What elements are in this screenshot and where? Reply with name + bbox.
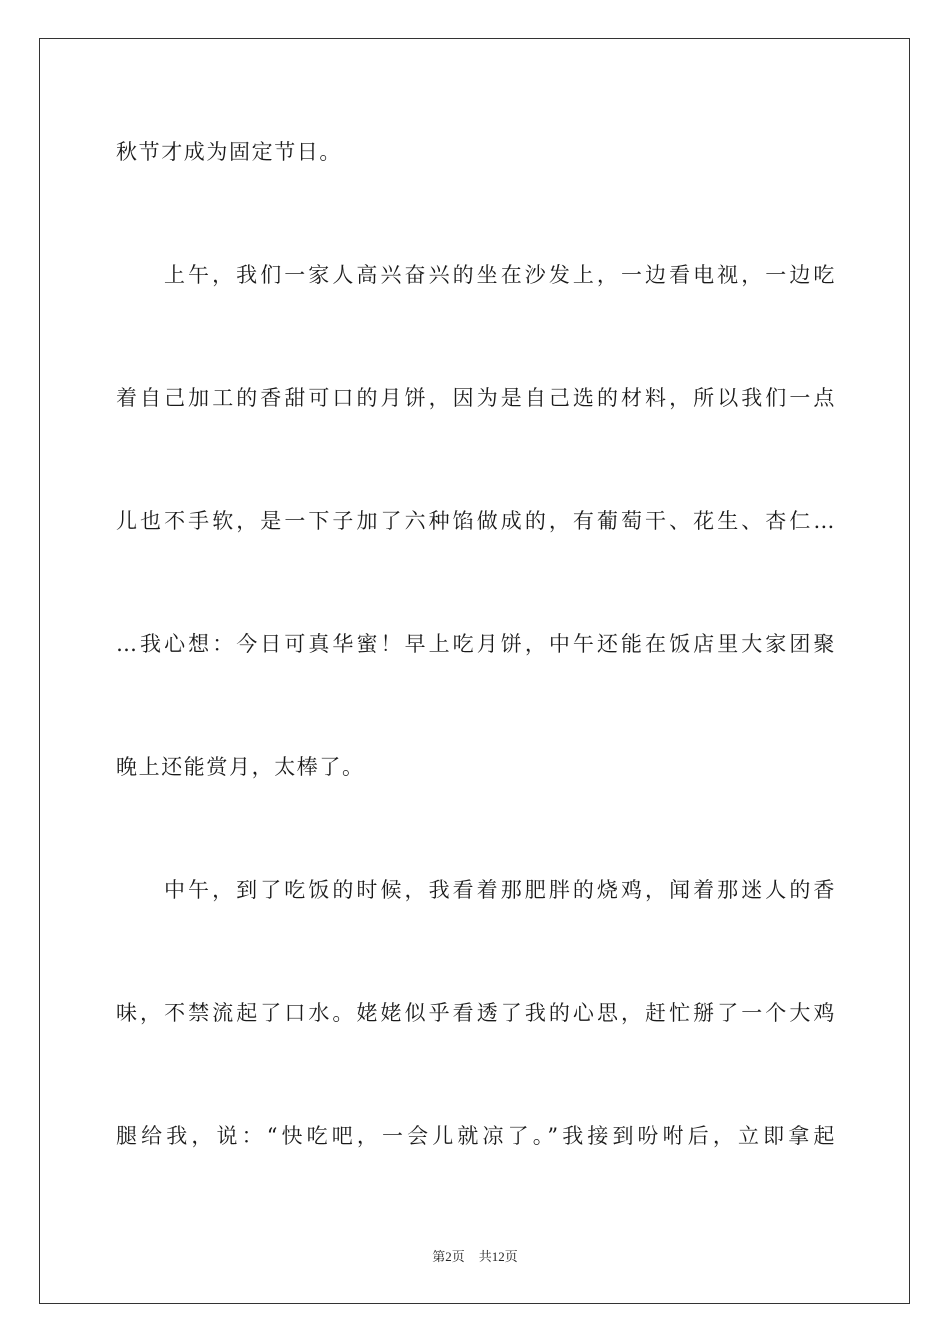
paragraph-line-7: 中午，到了吃饭的时候，我看着那肥胖的烧鸡，闻着那迷人的香: [164, 878, 836, 902]
paragraph-line-4: 儿也不手软，是一下子加了六种馅做成的，有葡萄干、花生、杏仁…: [116, 509, 836, 533]
page-border: [39, 38, 910, 1304]
page-total: 共12页: [478, 1249, 518, 1264]
paragraph-line-5: …我心想：今日可真华蜜！早上吃月饼，中午还能在饭店里大家团聚: [116, 632, 836, 656]
paragraph-line-8: 味，不禁流起了口水。姥姥似乎看透了我的心思，赶忙掰了一个大鸡: [116, 1001, 836, 1025]
page-footer: [0, 1248, 950, 1266]
paragraph-line-1: 秋节才成为固定节日。: [116, 140, 342, 164]
paragraph-line-9: 腿给我，说：“快吃吧，一会儿就凉了。”我接到吩咐后，立即拿起: [116, 1124, 836, 1148]
page-number: 第2页: [432, 1249, 465, 1264]
paragraph-line-3: 着自己加工的香甜可口的月饼，因为是自己选的材料，所以我们一点: [116, 386, 836, 410]
paragraph-line-6: 晚上还能赏月，太棒了。: [116, 755, 365, 779]
paragraph-line-2: 上午，我们一家人高兴奋兴的坐在沙发上，一边看电视，一边吃: [164, 263, 836, 287]
